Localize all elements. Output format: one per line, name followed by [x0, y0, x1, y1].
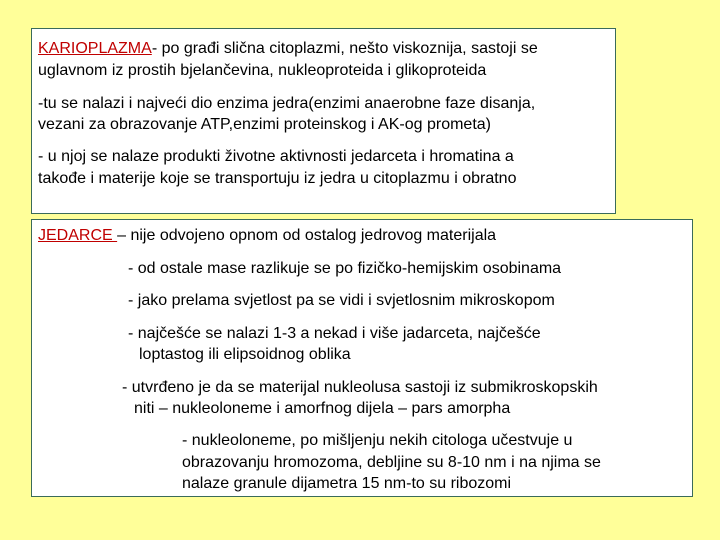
jedarce-item-1: - od ostale mase razlikuje se po fizičko-hemijskim osobinama	[128, 260, 562, 277]
jedarce-item-2: - jako prelama svjetlost pa se vidi i svjetlosnim mikroskopom	[128, 292, 555, 309]
karioplazma-line-2: uglavnom iz prostih bjelančevina, nukleoproteida i glikoproteida	[38, 62, 487, 79]
jedarce-item-5-line-1: - nukleoloneme, po mišljenju nekih citologa učestvuje u	[182, 432, 573, 449]
jedarce-item-4-line-1: - utvrđeno je da se materijal nukleolusa sastoji iz submikroskopskih	[122, 379, 598, 396]
karioplazma-enzymes-line-1: -tu se nalazi i najveći dio enzima jedra(enzimi anaerobne faze disanja,	[38, 95, 536, 112]
karioplazma-enzymes-line-2: vezani za obrazovanje ATP,enzimi proteinskog i AK-og prometa)	[38, 116, 491, 133]
karioplazma-products-line-2: takođe i materije koje se transportuju iz jedra u citoplazmu i obratno	[38, 170, 517, 187]
jedarce-item-5-line-3: nalaze granule dijametra 15 nm-to su ribozomi	[182, 475, 512, 492]
jedarce-item-3-line-1: - najčešće se nalazi 1-3 a nekad i više jadarceta, najčešće	[128, 325, 541, 342]
karioplazma-line-1	[38, 39, 538, 59]
jedarce-item-3-line-2: loptastog ili elipsoidnog oblika	[139, 346, 351, 363]
jedarce-heading: JEDARCE	[38, 227, 118, 244]
jedarce-item-4-line-2: niti – nukleoloneme i amorfnog dijela – pars amorpha	[134, 400, 511, 417]
jedarce-intro: – nije odvojeno opnom od ostalog jedrovog materijala	[117, 227, 497, 244]
karioplazma-products-line-1: - u njoj se nalaze produkti životne aktivnosti jedarceta i hromatina a	[38, 148, 514, 165]
karioplazma-intro: - po građi slična citoplazmi, nešto viskoznija, sastoji se	[151, 40, 538, 57]
jedarce-line-1	[38, 226, 496, 246]
karioplazma-heading: KARIOPLAZMA	[38, 40, 152, 57]
jedarce-item-5-line-2: obrazovanju hromozoma, debljine su 8-10 nm i na njima se	[182, 454, 601, 471]
